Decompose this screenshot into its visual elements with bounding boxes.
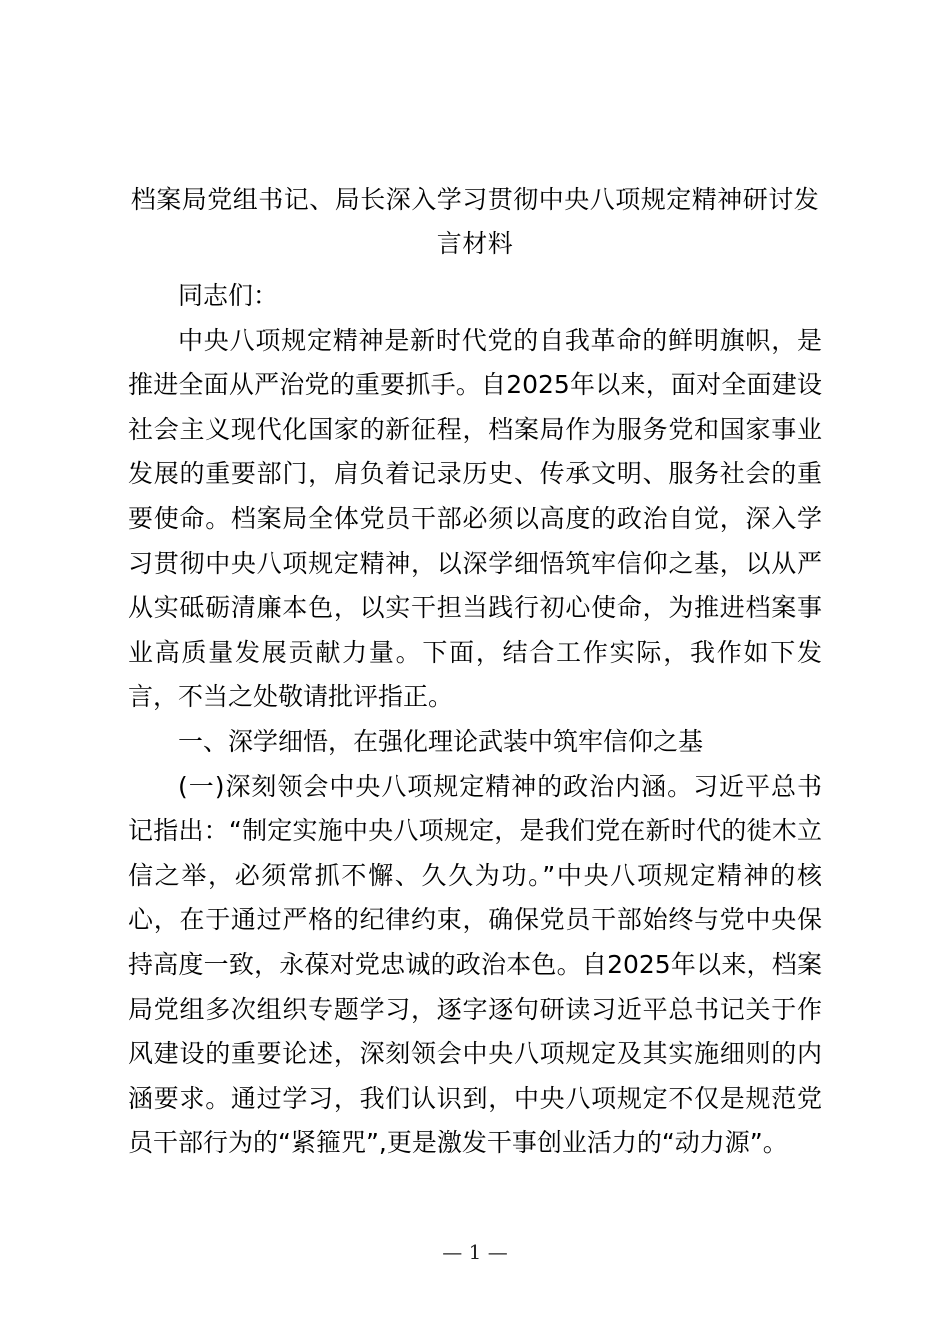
paragraph-intro: 中央八项规定精神是新时代党的自我革命的鲜明旗帜，是推进全面从严治党的重要抓手。自2025年以来，面对全面建设社会主义现代化国家的新征程，档案局作为服务党和国家事业发展的重要部门，肩负着记录历史、传承文明、服务社会的重要使命。档案局全体党员干部必须以高度的政治自觉，深入学习贯彻中央八项规定精神，以深学细悟筑牢信仰之基，以从严从实砥砺清廉本色，以实干担当践行初心使命，为推进档案事业高质量发展贡献力量。下面，结合工作实际，我作如下发言，不当之处敬请批评指正。 <box>128 325 822 712</box>
section-heading-1: 一、深学细悟，在强化理论武装中筑牢信仰之基 <box>178 726 704 756</box>
document-body <box>128 274 822 1166</box>
document-title: 档案局党组书记、局长深入学习贯彻中央八项规定精神研讨发言材料 <box>130 185 820 258</box>
salutation: 同志们： <box>178 281 279 310</box>
page-number: — 1 — <box>442 1240 508 1264</box>
paragraph-subsection-1: (一)深刻领会中央八项规定精神的政治内涵。习近平总书记指出：“制定实施中央八项规定，是我们党在新时代的徙木立信之举，必须常抓不懈、久久为功。”中央八项规定精神的核心，在于通过严格的纪律约束，确保党员干部始终与党中央保持高度一致，永葆对党忠诚的政治本色。自2025年以来，档案局党组多次组织专题学习，逐字逐句研读习近平总书记关于作风建设的重要论述，深刻领会中央八项规定及其实施细则的内涵要求。通过学习，我们认识到，中央八项规定不仅是规范党员干部行为的“紧箍咒”,更是激发干事创业活力的“动力源”。 <box>128 771 822 1158</box>
